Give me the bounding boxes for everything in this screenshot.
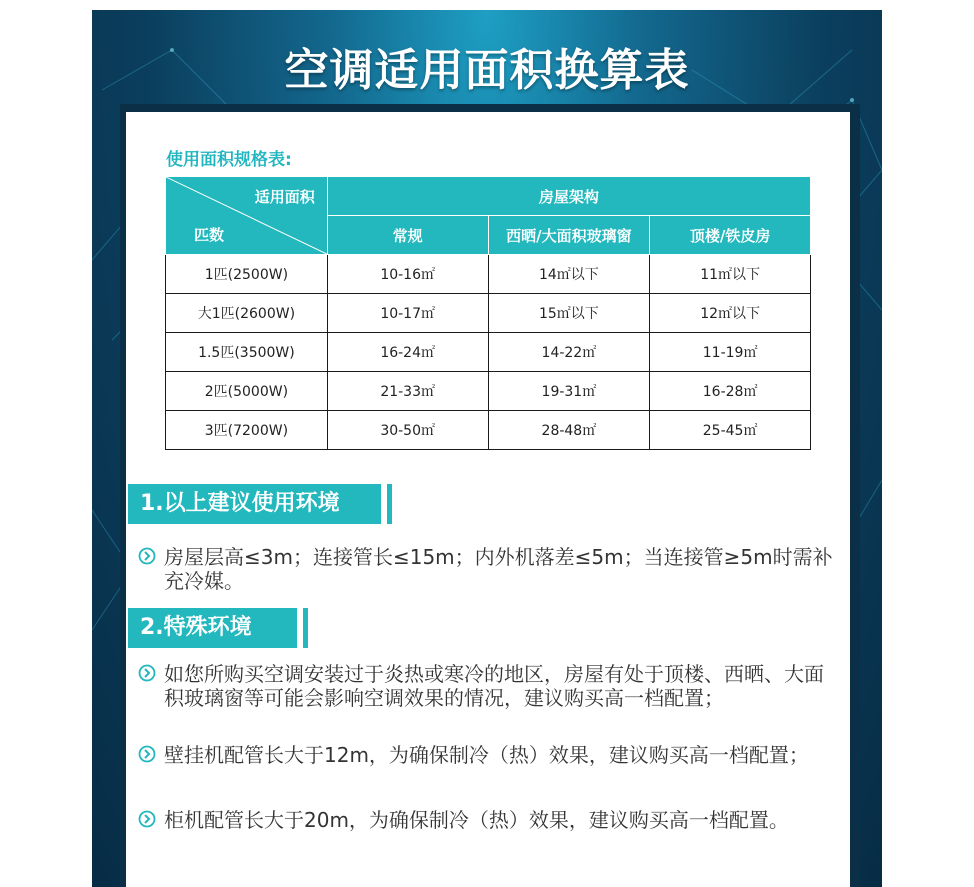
table-cell: 12㎡以下 [650, 294, 811, 333]
section-heading [128, 484, 381, 524]
column-header: 西晒/大面积玻璃窗 [488, 216, 650, 255]
table-row [166, 411, 811, 450]
section-title: 1.以上建议使用环境 [140, 491, 340, 516]
column-header: 常规 [327, 216, 488, 255]
table-cell: 14㎡以下 [488, 255, 650, 294]
section-title: 2.特殊环境 [140, 615, 252, 640]
chevron-circle-icon [138, 547, 156, 565]
table-cell: 28-48㎡ [488, 411, 650, 450]
table-cell: 11㎡以下 [650, 255, 811, 294]
list-item-text: 柜机配管长大于20m，为确保制冷（热）效果，建议购买高一档配置。 [164, 808, 789, 832]
table-cell: 10-16㎡ [327, 255, 488, 294]
table-cell: 19-31㎡ [488, 372, 650, 411]
group-header: 房屋架构 [327, 177, 810, 216]
chevron-circle-icon [138, 810, 156, 828]
list-item-text: 房屋层高≤3m；连接管长≤15m；内外机落差≤5m；当连接管≥5m时需补充冷媒。 [164, 545, 833, 593]
list-item [138, 808, 838, 832]
table-caption: 使用面积规格表: [166, 150, 292, 170]
table-cell: 2匹(5000W) [166, 372, 328, 411]
table-row [166, 372, 811, 411]
table-row [166, 333, 811, 372]
table-cell: 1.5匹(3500W) [166, 333, 328, 372]
column-header: 顶楼/铁皮房 [650, 216, 811, 255]
list-item-text: 如您所购买空调安装过于炎热或寒冷的地区，房屋有处于顶楼、西晒、大面积玻璃窗等可能会影响空调效果的情况，建议购买高一档配置； [164, 662, 824, 710]
list-item [138, 545, 838, 593]
section-heading [128, 608, 297, 648]
table-cell: 3匹(7200W) [166, 411, 328, 450]
table-row [166, 255, 811, 294]
diagonal-header-cell [166, 177, 328, 255]
table-cell: 15㎡以下 [488, 294, 650, 333]
heading-accent-bar [387, 484, 392, 524]
table-cell: 11-19㎡ [650, 333, 811, 372]
list-item [138, 743, 838, 767]
spec-table [165, 176, 811, 450]
table-cell: 30-50㎡ [327, 411, 488, 450]
chevron-circle-icon [138, 664, 156, 682]
list-item-text: 壁挂机配管长大于12m，为确保制冷（热）效果，建议购买高一档配置； [164, 743, 809, 767]
page-title: 空调适用面积换算表 [284, 45, 690, 96]
table-cell: 25-45㎡ [650, 411, 811, 450]
table-cell: 1匹(2500W) [166, 255, 328, 294]
chevron-circle-icon [138, 745, 156, 763]
diag-bottom-label: 匹数 [194, 226, 225, 244]
table-cell: 14-22㎡ [488, 333, 650, 372]
table-cell: 21-33㎡ [327, 372, 488, 411]
diag-top-label: 适用面积 [254, 188, 315, 206]
table-row [166, 294, 811, 333]
table-cell: 大1匹(2600W) [166, 294, 328, 333]
table-cell: 16-28㎡ [650, 372, 811, 411]
list-item [138, 662, 838, 710]
heading-accent-bar [303, 608, 308, 648]
table-cell: 10-17㎡ [327, 294, 488, 333]
table-cell: 16-24㎡ [327, 333, 488, 372]
